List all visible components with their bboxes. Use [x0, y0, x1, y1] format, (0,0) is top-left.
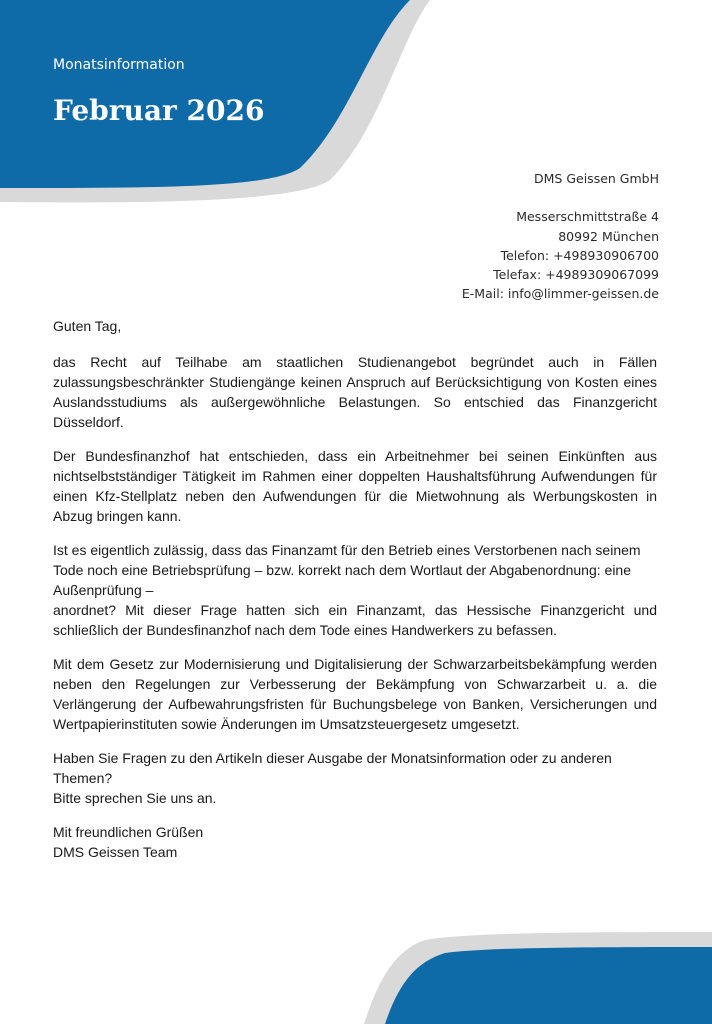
letter-paragraph: anordnet? Mit dieser Frage hatten sich ein Finanzamt, das Hessische Finanzgericht und schließlich der Bundesfinanzhof nach dem Tode eines Handwerkers zu befassen.: [53, 602, 657, 638]
letter-signature: DMS Geissen Team: [53, 844, 178, 860]
sender-street: Messerschmittstraße 4: [516, 209, 659, 225]
letter-body: [53, 316, 657, 876]
sender-phone: Telefon: +498930906700: [500, 247, 659, 263]
letter-closing: Mit freundlichen Grüßen: [53, 824, 204, 840]
sender-company: DMS Geissen GmbH: [534, 171, 659, 186]
sender-fax: Telefax: +4989309067099: [493, 267, 659, 283]
letter-paragraph: Ist es eigentlich zulässig, dass das Finanzamt für den Betrieb eines Verstorbenen nach seinem Tode noch eine Betriebsprüfung – bzw. korrekt nach dem Wortlaut der Abgabenordnung: eine Außenprüfung –: [53, 542, 641, 598]
sender-city: 80992 München: [558, 228, 659, 244]
letter-question: Haben Sie Fragen zu den Artikeln dieser Ausgabe der Monatsinformation oder zu anderen Themen?: [53, 750, 612, 786]
sender-address-block: [462, 169, 659, 304]
letter-paragraph: das Recht auf Teilhabe am staatlichen Studienangebot begründet auch in Fällen zulassungsbeschränkter Studiengänge keinen Anspruch auf Berücksichtigung von Kosten eines Auslandsstudiums als außergewöhnliche Belastungen. So entschied das Finanzgericht Düsseldorf.: [53, 354, 657, 430]
header-kicker: Monatsinformation: [53, 57, 185, 73]
footer-blue-shape: [385, 947, 712, 1024]
letter-paragraph: Mit dem Gesetz zur Modernisierung und Digitalisierung der Schwarzarbeitsbekämpfung werden neben den Regelungen zur Verbesserung der Bekämpfung von Schwarzarbeit u. a. die Verlängerung der Aufbewahrungsfristen für Buchungsbelege von Banken, Versicherungen und Wertpapierinstituten sowie Änderungen im Umsatzsteuergesetz umgesetzt.: [53, 656, 657, 732]
page-title: Februar 2026: [53, 94, 265, 127]
letter-invitation: Bitte sprechen Sie uns an.: [53, 790, 217, 806]
sender-email: E-Mail: info@limmer-geissen.de: [461, 286, 659, 302]
letter-paragraph: Der Bundesfinanzhof hat entschieden, dass ein Arbeitnehmer bei seinen Einkünften aus nichtselbstständiger Tätigkeit im Rahmen einer doppelten Haushaltsführung Aufwendungen für einen Kfz-Stellplatz neben den Aufwendungen für die Mietwohnung als Werbungskosten in Abzug bringen kann.: [53, 448, 657, 524]
letter-greeting: Guten Tag,: [53, 318, 122, 334]
